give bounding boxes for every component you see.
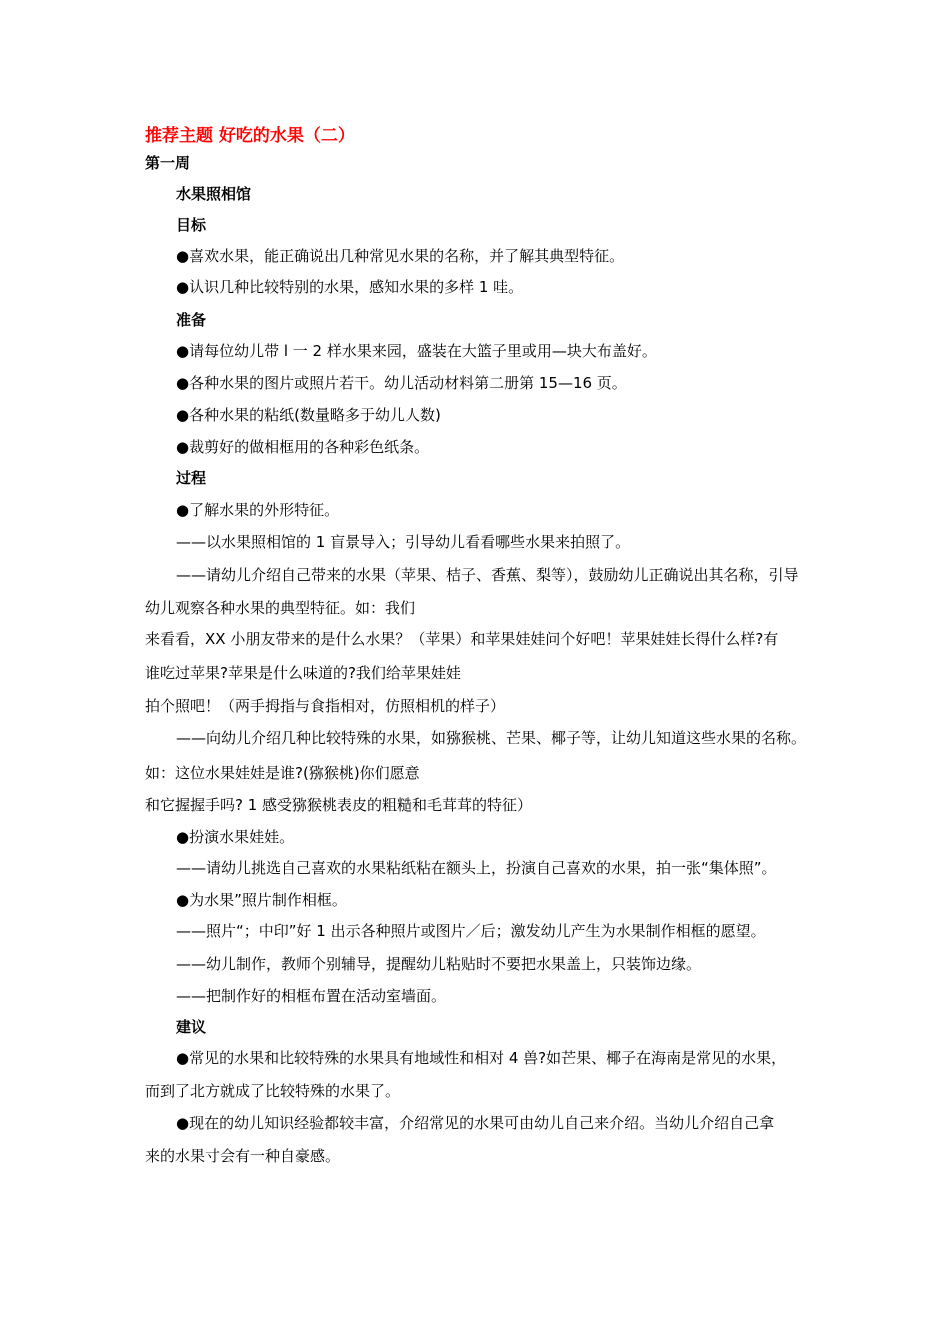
suggestion-line: ●常见的水果和比较特殊的水果具有地域性和相对 4 兽?如芒果、椰子在海南是常见的水果， — [176, 1049, 787, 1067]
process-line: ●扮演水果娃娃。 — [176, 828, 295, 846]
process-line: 来看看，XX 小朋友带来的是什么水果？（苹果）和苹果娃娃问个好吧！苹果娃娃长得什么样?有 — [145, 630, 779, 648]
process-line: ——请幼儿挑选自己喜欢的水果粘纸粘在额头上，扮演自己喜欢的水果，拍一张“集体照”。 — [176, 859, 777, 877]
goal-item: ●认识几种比较特别的水果，感知水果的多样 1 哇。 — [176, 278, 524, 296]
process-line: 拍个照吧！（两手拇指与食指相对，仿照相机的样子） — [145, 697, 506, 715]
process-line: ●了解水果的外形特征。 — [176, 501, 340, 519]
prep-item: ●裁剪好的做相框用的各种彩色纸条。 — [176, 438, 430, 456]
goal-item: ●喜欢水果，能正确说出几种常见水果的名称，并了解其典型特征。 — [176, 247, 625, 265]
process-line: 如：这位水果娃娃是谁?(猕猴桃)你们愿意 — [145, 764, 420, 782]
process-line: 谁吃过苹果?苹果是什么味道的?我们给苹果娃娃 — [145, 664, 461, 682]
process-line: 幼儿观察各种水果的典型特征。如：我们 — [145, 599, 416, 617]
suggest-heading: 建议 — [176, 1018, 207, 1036]
suggestion-line: 而到了北方就成了比较特殊的水果了。 — [145, 1082, 401, 1100]
week-heading: 第一周 — [145, 154, 191, 172]
process-line: ●为水果”照片制作相框。 — [176, 891, 347, 909]
prep-item: ●各种水果的图片或照片若干。幼儿活动材料第二册第 15—16 页。 — [176, 374, 627, 392]
suggestion-line: 来的水果寸会有一种自豪感。 — [145, 1147, 341, 1165]
process-line: ——以水果照相馆的 1 盲景导入；引导幼儿看看哪些水果来拍照了。 — [176, 533, 631, 551]
process-line: ——幼儿制作，教师个别辅导，提醒幼儿粘贴时不要把水果盖上，只装饰边缘。 — [176, 955, 702, 973]
process-line: 和它握握手吗? 1 感受猕猴桃表皮的粗糙和毛茸茸的特征） — [145, 796, 533, 814]
prep-item: ●请每位幼儿带 l 一 2 样水果来园，盛装在大篮子里或用—块大布盖好。 — [176, 342, 657, 360]
prep-item: ●各种水果的粘纸(数量略多于幼儿人数) — [176, 406, 441, 424]
goal-heading: 目标 — [176, 216, 207, 234]
suggestion-line: ●现在的幼儿知识经验都较丰富，介绍常见的水果可由幼儿自己来介绍。当幼儿介绍自己拿 — [176, 1114, 775, 1132]
process-line: ——请幼儿介绍自己带来的水果（苹果、桔子、香蕉、梨等），鼓励幼儿正确说出其名称，引导 — [176, 566, 799, 584]
activity-name: 水果照相馆 — [176, 185, 252, 203]
document-title: 推荐主题 好吃的水果（二） — [145, 126, 355, 146]
process-line: ——向幼儿介绍几种比较特殊的水果，如猕猴桃、芒果、椰子等，让幼儿知道这些水果的名称。 — [176, 729, 807, 747]
process-heading: 过程 — [176, 469, 207, 487]
process-line: ——把制作好的相框布置在活动室墙面。 — [176, 987, 447, 1005]
prep-heading: 准备 — [176, 311, 207, 329]
process-line: ——照片“；中印”好 1 出示各种照片或图片／后；激发幼儿产生为水果制作相框的愿望。 — [176, 922, 766, 940]
